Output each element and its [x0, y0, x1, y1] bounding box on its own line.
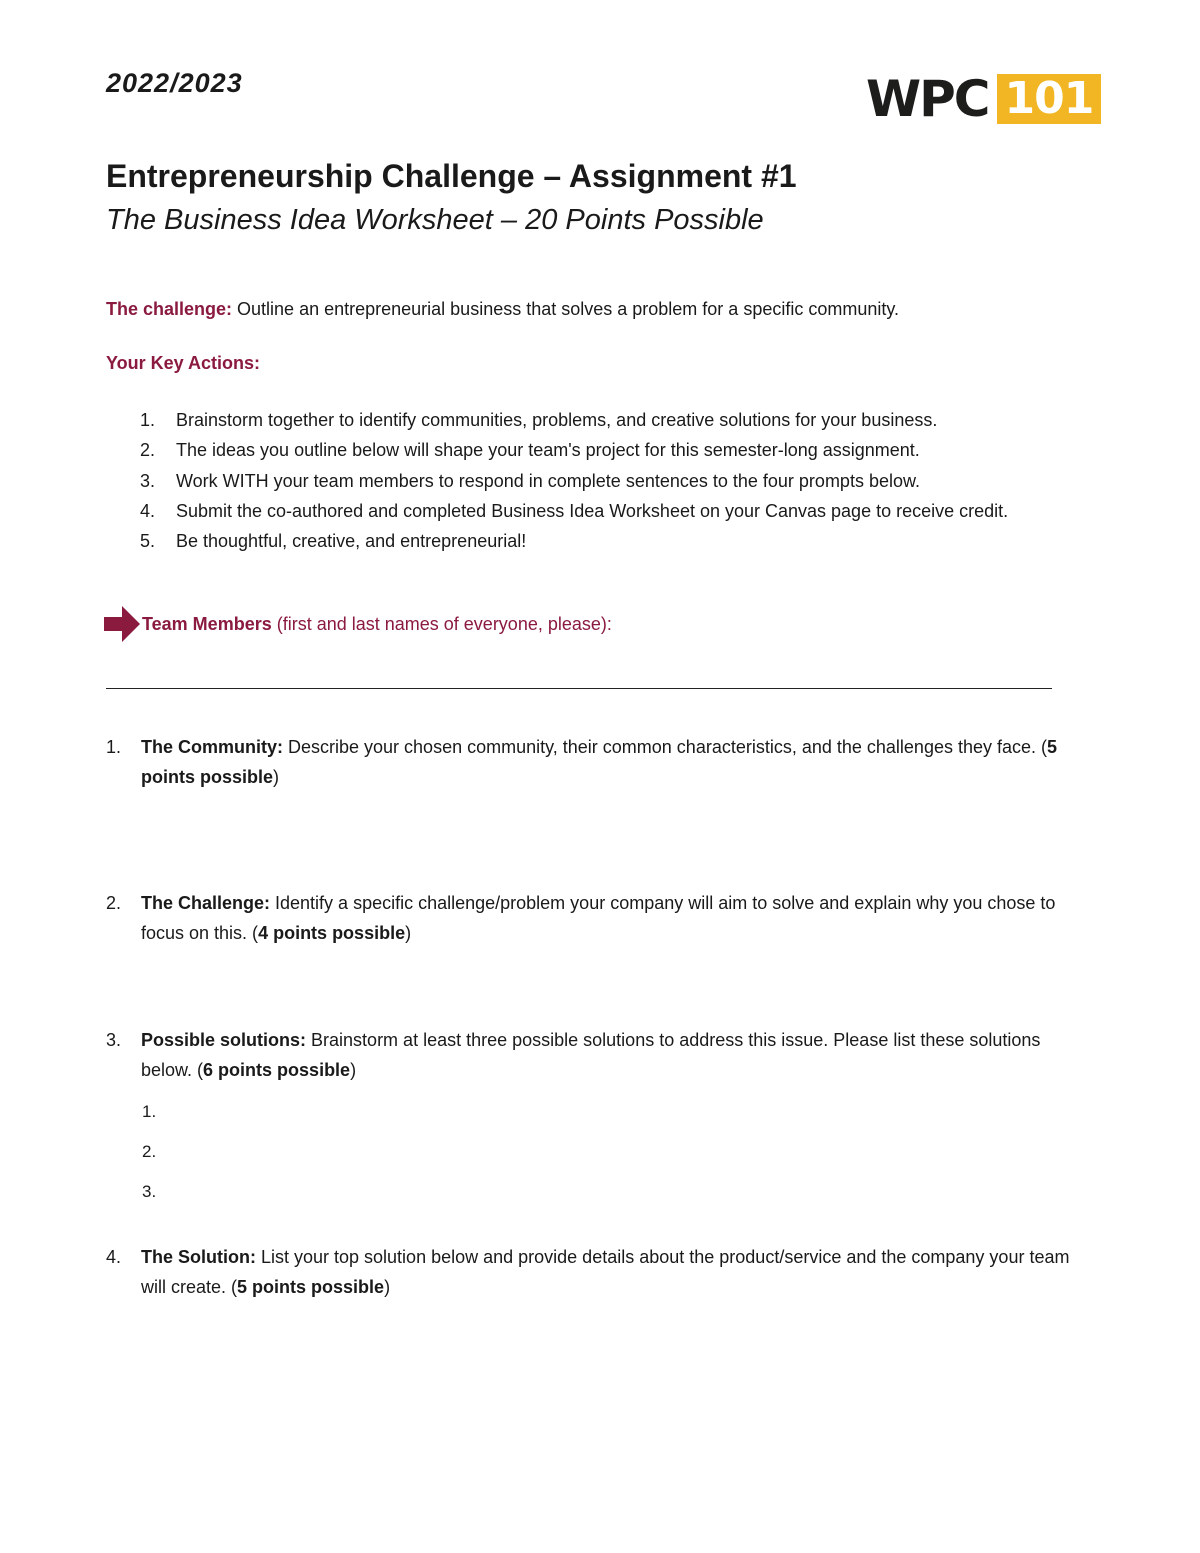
key-actions-heading: Your Key Actions: — [106, 353, 261, 373]
arrow-right-icon — [104, 606, 140, 642]
page-title: Entrepreneurship Challenge – Assignment #1 — [106, 158, 797, 194]
challenge-text: Outline an entrepreneurial business that solves a problem for a specific community. — [232, 299, 900, 319]
challenge-label: The challenge: — [106, 299, 233, 319]
solutions-list — [142, 1100, 156, 1220]
team-members-prompt — [104, 606, 612, 642]
list-item[interactable]: 3. — [142, 1182, 157, 1201]
question-label: The Community: — [141, 737, 283, 757]
question-possible-solutions: 3. Possible solutions: Brainstorm at least three possible solutions to address this issue. Please list these solutions below. (6 points possible) — [106, 1030, 1041, 1080]
logo-number: 101 — [997, 74, 1102, 124]
list-item: 4. Submit the co-authored and completed Business Idea Worksheet on your Canvas page to receive credit. — [140, 500, 1009, 521]
question-challenge: 2. The Challenge: Identify a specific challenge/problem your company will aim to solve and explain why you chose to focus on this. (4 points possible) — [106, 893, 1056, 943]
team-members-answer-line[interactable] — [106, 688, 1052, 689]
list-item[interactable]: 1. — [142, 1102, 157, 1121]
list-item: 5. Be thoughtful, creative, and entrepreneurial! — [140, 531, 527, 552]
list-item[interactable]: 2. — [142, 1142, 157, 1161]
list-item: 3. Work WITH your team members to respond in complete sentences to the four prompts below. — [140, 470, 920, 491]
question-label: The Solution: — [141, 1247, 256, 1267]
question-label: Possible solutions: — [141, 1030, 307, 1050]
points-label: 6 points possible — [203, 1060, 351, 1080]
question-solution: 4. The Solution: List your top solution below and provide details about the product/service and the company your team will create. (5 points possible) — [106, 1247, 1070, 1297]
logo-text: WPC — [866, 70, 989, 128]
list-item: 2. The ideas you outline below will shape your team's project for this semester-long assignment. — [140, 440, 920, 461]
wpc101-logo — [866, 70, 1101, 128]
team-members-text: (first and last names of everyone, please): — [271, 613, 612, 634]
key-actions-list — [140, 406, 1008, 557]
team-members-label: Team Members — [142, 613, 272, 634]
points-label: 5 points possible — [237, 1277, 385, 1297]
question-label: The Challenge: — [141, 893, 271, 913]
question-community: 1. The Community: Describe your chosen community, their common characteristics, and the challenges they face. (5 points possible) — [106, 737, 1058, 787]
list-item: 1. Brainstorm together to identify communities, problems, and creative solutions for your business. — [140, 410, 938, 430]
page-subtitle: The Business Idea Worksheet – 20 Points Possible — [106, 204, 764, 236]
points-label: 4 points possible — [258, 923, 406, 943]
challenge-statement — [106, 299, 899, 320]
points-label: 5 points possible — [141, 737, 1058, 787]
school-year: 2022/2023 — [106, 68, 243, 98]
